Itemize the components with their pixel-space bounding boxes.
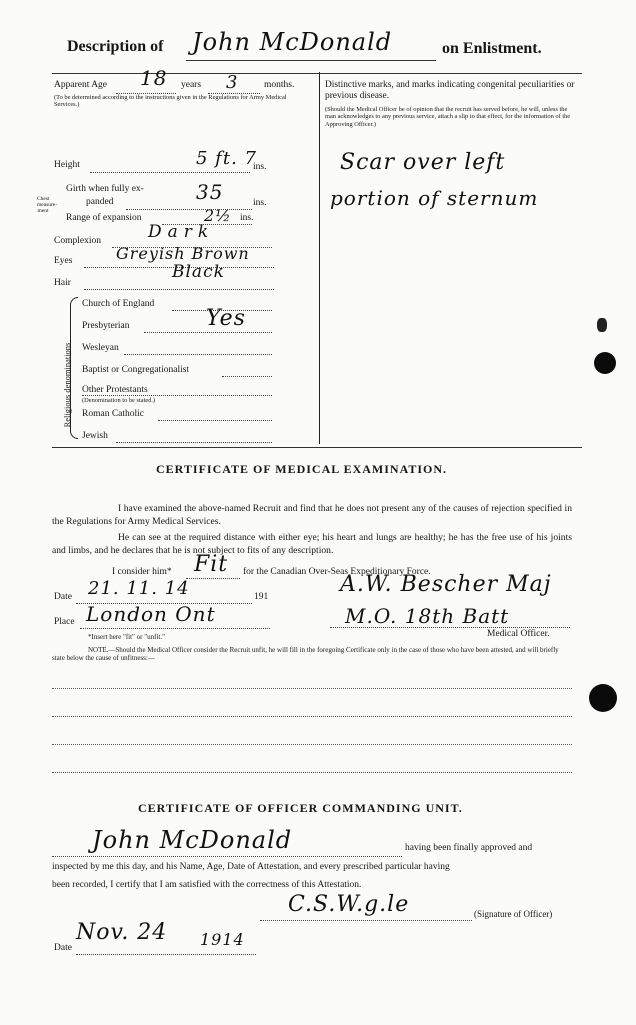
commanding-text-3: been recorded, I certify that I am satisfied with the correctness of this Attestation.: [52, 880, 362, 890]
religion-line-3: [222, 376, 272, 377]
commanding-text-1: having been finally approved and: [405, 843, 533, 853]
religion-mark: Yes: [206, 306, 246, 331]
hair-value: Black: [172, 262, 225, 282]
girth-label-2: panded: [86, 197, 114, 207]
medical-officer-note: (Should the Medical Officer be of opinion that the recruit has served before, he will, unless the man acknowledges to any previous service, attach a slip to that effect, for the information of the Approving Officer.): [325, 106, 571, 128]
commanding-text-2: inspected by me this day, and his Name, Age, Date of Attestation, and every prescribed particular having: [52, 862, 450, 872]
medical-paragraph-2: He can see at the required distance with either eye; his heart and lungs are healthy; he has the free use of his joints and limbs, and he declares that he is not subject to fits of any description.: [52, 532, 572, 556]
commanding-recruit-name: John McDonald: [92, 826, 293, 854]
range-ins-label: ins.: [240, 213, 254, 223]
title-suffix: on Enlistment.: [442, 40, 542, 57]
height-label: Height: [54, 160, 80, 170]
religion-line-5: [158, 420, 272, 421]
unfit-reason-line-4: [52, 772, 572, 773]
medical-officer-label: Medical Officer.: [487, 629, 550, 639]
complexion-label: Complexion: [54, 236, 101, 246]
place-line: [80, 628, 270, 629]
year-prefix: 191: [254, 592, 269, 602]
eyes-value: Greyish Brown: [116, 244, 250, 263]
date-value: 21. 11. 14: [88, 578, 190, 599]
girth-line: [126, 209, 252, 210]
section-rule: [52, 447, 582, 448]
girth-value: 35: [196, 180, 224, 204]
commanding-date-value: Nov. 24: [76, 920, 168, 945]
distinctive-marks-label: Distinctive marks, and marks indicating congenital peculiarities or previous disease.: [325, 80, 575, 101]
denomination-note: (Denomination to be stated.): [82, 397, 156, 404]
religion-line-6: [116, 442, 272, 443]
medical-certificate-heading: CERTIFICATE OF MEDICAL EXAMINATION.: [156, 462, 448, 476]
medical-officer-unit: M.O. 18th Batt: [345, 604, 510, 628]
form-title: [67, 38, 163, 56]
header-rule: [52, 73, 582, 74]
unfit-reason-line-1: [52, 688, 572, 689]
punch-hole-middle: [589, 684, 617, 712]
commanding-date-label: Date: [54, 943, 72, 953]
religion-church-of-england: Church of England: [82, 299, 155, 309]
religion-line-2: [124, 354, 272, 355]
title-underline: [186, 60, 436, 61]
insert-note: *Insert here "fit" or "unfit.": [88, 633, 165, 641]
signature-of-officer-label: (Signature of Officer): [474, 909, 553, 919]
place-value: London Ont: [86, 602, 216, 626]
religion-wesleyan: Wesleyan: [82, 343, 119, 353]
unfit-reason-line-3: [52, 744, 572, 745]
height-ins-label: ins.: [253, 162, 267, 172]
eyes-label: Eyes: [54, 256, 73, 266]
hair-label: Hair: [54, 278, 71, 288]
age-years-value: 18: [140, 66, 168, 90]
apparent-age-label: Apparent Age: [54, 80, 108, 90]
unfit-reason-line-2: [52, 716, 572, 717]
months-label: months.: [264, 80, 295, 90]
title-handwritten-name: John McDonald: [192, 28, 393, 56]
commanding-officer-signature: C.S.W.g.le: [288, 892, 410, 917]
height-line: [90, 172, 250, 173]
chest-measurement-label: Chest measure- ment: [37, 196, 58, 214]
distinctive-marks-line-1: Scar over left: [340, 150, 506, 175]
religious-denominations-label: Religious denominations: [62, 342, 72, 428]
range-label: Range of expansion: [66, 213, 142, 223]
medical-paragraph-1: I have examined the above-named Recruit and find that he does not present any of the causes of rejection specified in the Regulations for Army Medical Services.: [52, 503, 572, 527]
signature-line: [330, 627, 570, 628]
age-months-value: 3: [226, 72, 239, 93]
girth-label-1: Girth when fully ex-: [66, 184, 144, 194]
religion-line-4: [82, 395, 272, 396]
height-value: 5 ft. 7: [196, 148, 257, 169]
religion-jewish: Jewish: [82, 431, 108, 441]
consider-line: [186, 578, 240, 579]
range-value: 2½: [204, 206, 232, 225]
place-label: Place: [54, 617, 75, 627]
hair-line: [84, 289, 274, 290]
religion-baptist: Baptist or Congregationalist: [82, 365, 190, 375]
years-label: years: [181, 80, 202, 90]
girth-ins-label: ins.: [253, 198, 267, 208]
column-divider: [319, 72, 320, 444]
title-prefix: Description of: [67, 38, 164, 55]
commanding-signature-line: [260, 920, 472, 921]
ink-blot-mark: [597, 318, 607, 332]
religion-bracket: [70, 297, 78, 439]
religion-presbyterian: Presbyterian: [82, 321, 130, 331]
religion-roman-catholic: Roman Catholic: [82, 409, 145, 419]
consider-value: Fit: [194, 552, 229, 577]
complexion-value: Dark: [148, 222, 215, 242]
commanding-certificate-heading: CERTIFICATE OF OFFICER COMMANDING UNIT.: [138, 801, 463, 815]
commanding-date-line: [76, 954, 256, 955]
age-note: (To be determined according to the instructions given in the Regulations for Army Medical Services.): [54, 94, 287, 109]
unfit-note: NOTE.—Should the Medical Officer consider the Recruit unfit, he will fill in the foregoing Certificate only in the case of those who have been attested, and will briefly state below the cause of unfitness:—: [52, 646, 559, 662]
date-label: Date: [54, 592, 72, 602]
consider-prefix: I consider him*: [112, 567, 172, 577]
religion-other-protestants: Other Protestants: [82, 385, 148, 395]
distinctive-marks-line-2: portion of sternum: [330, 186, 539, 210]
religion-line-1: [144, 332, 272, 333]
medical-officer-signature: A.W. Bescher Maj: [340, 572, 552, 597]
consider-suffix: for the Canadian Over-Seas Expeditionary Force.: [243, 567, 431, 577]
punch-hole-top: [594, 352, 616, 374]
commanding-name-line: [52, 856, 402, 857]
commanding-year-value: 1914: [200, 930, 245, 949]
